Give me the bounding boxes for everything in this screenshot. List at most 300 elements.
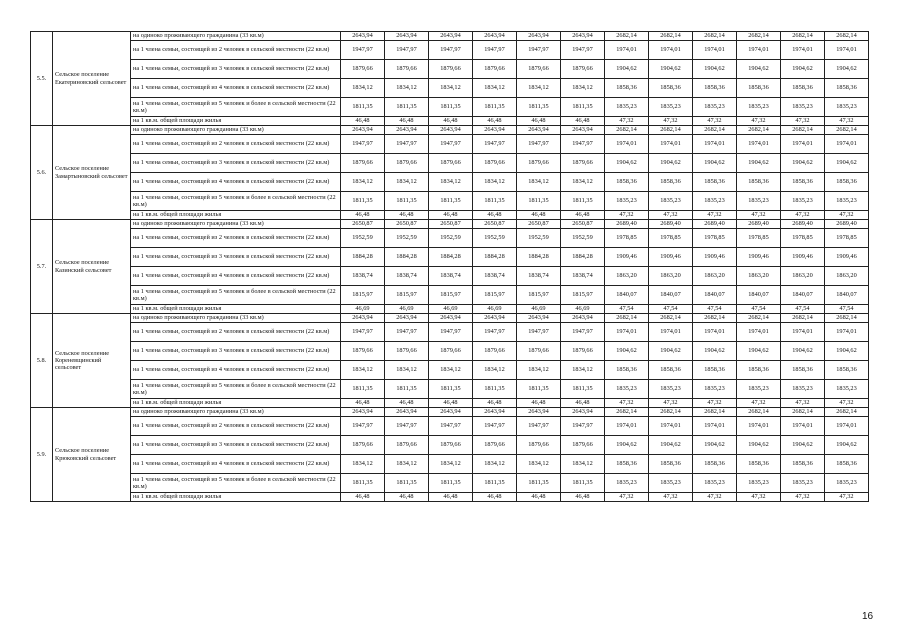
- table-row: [31, 314, 869, 323]
- value-cell: 1974,01: [605, 417, 649, 436]
- value-cell: 1834,12: [473, 79, 517, 98]
- row-description: на 1 члена семьи, состоящей из 5 человек и более в сельской местности (22 кв.м): [131, 380, 341, 399]
- value-cell: 2689,40: [737, 220, 781, 229]
- value-cell: 1884,28: [561, 248, 605, 267]
- value-cell: 1904,62: [605, 60, 649, 79]
- value-cell: 1835,23: [605, 98, 649, 117]
- value-cell: 46,48: [341, 399, 385, 408]
- value-cell: 46,48: [517, 211, 561, 220]
- section-index: 5.9.: [31, 408, 53, 502]
- row-description: на 1 члена семьи, состоящей из 4 человек в сельской местности (22 кв.м): [131, 79, 341, 98]
- value-cell: 1974,01: [737, 41, 781, 60]
- value-cell: 2643,94: [561, 32, 605, 41]
- value-cell: 1947,97: [473, 417, 517, 436]
- table-row: [31, 286, 869, 305]
- value-cell: 46,48: [561, 493, 605, 502]
- value-cell: 1974,01: [737, 417, 781, 436]
- value-cell: 1904,62: [649, 436, 693, 455]
- value-cell: 1834,12: [561, 455, 605, 474]
- value-cell: 2689,40: [693, 220, 737, 229]
- value-cell: 1840,07: [737, 286, 781, 305]
- value-cell: 47,32: [781, 211, 825, 220]
- row-description: на 1 кв.м. общей площади жилья: [131, 305, 341, 314]
- value-cell: 2682,14: [649, 314, 693, 323]
- table-row: [31, 248, 869, 267]
- value-cell: 46,48: [473, 399, 517, 408]
- value-cell: 1904,62: [605, 436, 649, 455]
- table-row: [31, 342, 869, 361]
- table-row: [31, 267, 869, 286]
- value-cell: 2650,87: [341, 220, 385, 229]
- value-cell: 47,32: [825, 211, 869, 220]
- value-cell: 46,69: [341, 305, 385, 314]
- table-row: [31, 408, 869, 417]
- value-cell: 1909,46: [649, 248, 693, 267]
- table-row: [31, 455, 869, 474]
- value-cell: 1815,97: [561, 286, 605, 305]
- table-row: [31, 192, 869, 211]
- value-cell: 46,48: [473, 493, 517, 502]
- value-cell: 2643,94: [385, 32, 429, 41]
- value-cell: 46,48: [473, 211, 517, 220]
- value-cell: 1947,97: [473, 41, 517, 60]
- value-cell: 1974,01: [781, 323, 825, 342]
- value-cell: 2643,94: [385, 408, 429, 417]
- table-row: [31, 323, 869, 342]
- value-cell: 1835,23: [781, 474, 825, 493]
- value-cell: 2650,87: [429, 220, 473, 229]
- table-row: [31, 493, 869, 502]
- value-cell: 1904,62: [693, 60, 737, 79]
- value-cell: 1834,12: [561, 361, 605, 380]
- value-cell: 2682,14: [825, 408, 869, 417]
- value-cell: 1835,23: [825, 192, 869, 211]
- row-description: на 1 члена семьи, состоящей из 4 человек в сельской местности (22 кв.м): [131, 455, 341, 474]
- value-cell: 2643,94: [517, 126, 561, 135]
- table-row: [31, 41, 869, 60]
- table-row: [31, 60, 869, 79]
- value-cell: 1947,97: [341, 323, 385, 342]
- table-row: [31, 117, 869, 126]
- value-cell: 1834,12: [385, 361, 429, 380]
- value-cell: 46,48: [341, 211, 385, 220]
- value-cell: 1835,23: [737, 380, 781, 399]
- value-cell: 1879,66: [341, 154, 385, 173]
- value-cell: 1909,46: [825, 248, 869, 267]
- value-cell: 1858,36: [781, 455, 825, 474]
- value-cell: 1858,36: [649, 173, 693, 192]
- value-cell: 1879,66: [429, 436, 473, 455]
- value-cell: 47,32: [693, 117, 737, 126]
- value-cell: 46,69: [561, 305, 605, 314]
- value-cell: 46,48: [429, 211, 473, 220]
- value-cell: 2643,94: [341, 32, 385, 41]
- value-cell: 1904,62: [693, 342, 737, 361]
- value-cell: 1974,01: [649, 417, 693, 436]
- value-cell: 47,32: [693, 493, 737, 502]
- value-cell: 47,32: [605, 399, 649, 408]
- row-description: на 1 члена семьи, состоящей из 4 человек в сельской местности (22 кв.м): [131, 173, 341, 192]
- value-cell: 1952,59: [341, 229, 385, 248]
- value-cell: 1947,97: [385, 135, 429, 154]
- value-cell: 1835,23: [649, 474, 693, 493]
- table-row: [31, 135, 869, 154]
- row-description: на 1 члена семьи, состоящей из 3 человек в сельской местности (22 кв.м): [131, 154, 341, 173]
- value-cell: 1835,23: [605, 192, 649, 211]
- row-description: на 1 члена семьи, состоящей из 3 человек в сельской местности (22 кв.м): [131, 342, 341, 361]
- row-description: на одиноко проживающего гражданина (33 кв.м): [131, 220, 341, 229]
- row-description: на 1 члена семьи, состоящей из 3 человек в сельской местности (22 кв.м): [131, 248, 341, 267]
- value-cell: 1811,35: [385, 474, 429, 493]
- value-cell: 1974,01: [693, 417, 737, 436]
- value-cell: 1947,97: [429, 417, 473, 436]
- value-cell: 1835,23: [737, 192, 781, 211]
- value-cell: 1879,66: [385, 154, 429, 173]
- value-cell: 2643,94: [517, 408, 561, 417]
- value-cell: 1834,12: [517, 173, 561, 192]
- value-cell: 2682,14: [825, 126, 869, 135]
- value-cell: 1952,59: [385, 229, 429, 248]
- value-cell: 2682,14: [693, 408, 737, 417]
- value-cell: 1835,23: [605, 380, 649, 399]
- row-description: на 1 члена семьи, состоящей из 2 человек в сельской местности (22 кв.м): [131, 229, 341, 248]
- page-number: 16: [862, 611, 874, 622]
- value-cell: 2643,94: [341, 408, 385, 417]
- value-cell: 1974,01: [693, 135, 737, 154]
- value-cell: 46,48: [341, 117, 385, 126]
- value-cell: 1811,35: [473, 192, 517, 211]
- value-cell: 1974,01: [649, 323, 693, 342]
- value-cell: 46,48: [561, 211, 605, 220]
- value-cell: 2643,94: [429, 408, 473, 417]
- value-cell: 1947,97: [517, 41, 561, 60]
- value-cell: 47,32: [825, 399, 869, 408]
- value-cell: 1909,46: [737, 248, 781, 267]
- value-cell: 2643,94: [385, 314, 429, 323]
- value-cell: 1884,28: [473, 248, 517, 267]
- value-cell: 1863,20: [649, 267, 693, 286]
- value-cell: 1858,36: [649, 455, 693, 474]
- value-cell: 1858,36: [737, 79, 781, 98]
- value-cell: 2682,14: [781, 408, 825, 417]
- value-cell: 1947,97: [341, 135, 385, 154]
- value-cell: 46,48: [517, 399, 561, 408]
- value-cell: 46,69: [517, 305, 561, 314]
- value-cell: 1904,62: [737, 342, 781, 361]
- section-index: 5.5.: [31, 32, 53, 126]
- value-cell: 1904,62: [649, 154, 693, 173]
- value-cell: 1879,66: [341, 60, 385, 79]
- value-cell: 47,32: [649, 211, 693, 220]
- table-row: [31, 79, 869, 98]
- value-cell: 1947,97: [385, 417, 429, 436]
- value-cell: 2682,14: [737, 126, 781, 135]
- value-cell: 1947,97: [429, 41, 473, 60]
- value-cell: 1815,97: [517, 286, 561, 305]
- value-cell: 1834,12: [429, 79, 473, 98]
- table-row: [31, 220, 869, 229]
- value-cell: 1974,01: [737, 323, 781, 342]
- value-cell: 1879,66: [561, 342, 605, 361]
- value-cell: 1947,97: [473, 135, 517, 154]
- table-row: [31, 305, 869, 314]
- table-row: [31, 417, 869, 436]
- settlement-name: Сельское поселение Замартыновский сельсовет: [53, 126, 131, 220]
- tariff-table: [30, 31, 869, 502]
- value-cell: 1884,28: [341, 248, 385, 267]
- value-cell: 1835,23: [825, 98, 869, 117]
- value-cell: 1974,01: [649, 41, 693, 60]
- value-cell: 1811,35: [473, 380, 517, 399]
- table-row: [31, 126, 869, 135]
- value-cell: 47,54: [605, 305, 649, 314]
- value-cell: 2682,14: [737, 32, 781, 41]
- value-cell: 1974,01: [649, 135, 693, 154]
- table-row: [31, 98, 869, 117]
- value-cell: 1909,46: [693, 248, 737, 267]
- value-cell: 1952,59: [517, 229, 561, 248]
- value-cell: 1879,66: [517, 342, 561, 361]
- value-cell: 1947,97: [341, 41, 385, 60]
- value-cell: 1811,35: [561, 98, 605, 117]
- value-cell: 2682,14: [605, 408, 649, 417]
- table-row: [31, 229, 869, 248]
- value-cell: 1835,23: [693, 192, 737, 211]
- value-cell: 1835,23: [693, 474, 737, 493]
- value-cell: 1858,36: [737, 455, 781, 474]
- value-cell: 1834,12: [429, 173, 473, 192]
- value-cell: 1863,20: [605, 267, 649, 286]
- value-cell: 1879,66: [473, 436, 517, 455]
- value-cell: 2643,94: [429, 126, 473, 135]
- value-cell: 1834,12: [429, 361, 473, 380]
- value-cell: 2643,94: [341, 314, 385, 323]
- row-description: на 1 члена семьи, состоящей из 4 человек в сельской местности (22 кв.м): [131, 267, 341, 286]
- value-cell: 1858,36: [693, 361, 737, 380]
- value-cell: 1834,12: [517, 361, 561, 380]
- row-description: на 1 члена семьи, состоящей из 5 человек и более в сельской местности (22 кв.м): [131, 98, 341, 117]
- value-cell: 1811,35: [473, 98, 517, 117]
- value-cell: 1974,01: [825, 323, 869, 342]
- row-description: на 1 члена семьи, состоящей из 4 человек в сельской местности (22 кв.м): [131, 361, 341, 380]
- value-cell: 1884,28: [517, 248, 561, 267]
- value-cell: 1879,66: [517, 154, 561, 173]
- value-cell: 2682,14: [605, 32, 649, 41]
- table-row: [31, 380, 869, 399]
- value-cell: 1835,23: [649, 192, 693, 211]
- value-cell: 47,54: [737, 305, 781, 314]
- value-cell: 1858,36: [605, 173, 649, 192]
- value-cell: 1834,12: [561, 79, 605, 98]
- value-cell: 1947,97: [385, 41, 429, 60]
- value-cell: 47,32: [649, 399, 693, 408]
- value-cell: 1879,66: [385, 60, 429, 79]
- row-description: на 1 члена семьи, состоящей из 2 человек в сельской местности (22 кв.м): [131, 323, 341, 342]
- value-cell: 2643,94: [517, 32, 561, 41]
- table-row: [31, 32, 869, 41]
- value-cell: 1974,01: [605, 135, 649, 154]
- value-cell: 1947,97: [561, 135, 605, 154]
- value-cell: 2682,14: [693, 314, 737, 323]
- value-cell: 2682,14: [737, 408, 781, 417]
- value-cell: 47,32: [825, 117, 869, 126]
- value-cell: 1815,97: [341, 286, 385, 305]
- value-cell: 1835,23: [825, 474, 869, 493]
- value-cell: 1858,36: [825, 455, 869, 474]
- value-cell: 1840,07: [825, 286, 869, 305]
- value-cell: 2689,40: [649, 220, 693, 229]
- value-cell: 1879,66: [517, 60, 561, 79]
- value-cell: 1879,66: [473, 342, 517, 361]
- value-cell: 1858,36: [781, 173, 825, 192]
- value-cell: 47,32: [737, 493, 781, 502]
- value-cell: 1947,97: [517, 135, 561, 154]
- value-cell: 2682,14: [693, 126, 737, 135]
- value-cell: 1834,12: [517, 79, 561, 98]
- value-cell: 1858,36: [693, 173, 737, 192]
- value-cell: 1858,36: [825, 361, 869, 380]
- value-cell: 47,32: [605, 117, 649, 126]
- value-cell: 47,32: [693, 399, 737, 408]
- value-cell: 1947,97: [385, 323, 429, 342]
- value-cell: 1834,12: [341, 455, 385, 474]
- value-cell: 2643,94: [473, 314, 517, 323]
- value-cell: 1834,12: [429, 455, 473, 474]
- value-cell: 2643,94: [429, 314, 473, 323]
- value-cell: 2643,94: [341, 126, 385, 135]
- value-cell: 1947,97: [561, 323, 605, 342]
- value-cell: 2643,94: [473, 126, 517, 135]
- value-cell: 1838,74: [561, 267, 605, 286]
- table-row: [31, 173, 869, 192]
- value-cell: 1974,01: [693, 41, 737, 60]
- value-cell: 1904,62: [605, 154, 649, 173]
- value-cell: 1838,74: [473, 267, 517, 286]
- value-cell: 1947,97: [429, 323, 473, 342]
- value-cell: 1947,97: [517, 323, 561, 342]
- value-cell: 1879,66: [385, 342, 429, 361]
- value-cell: 1815,97: [473, 286, 517, 305]
- table-row: [31, 399, 869, 408]
- value-cell: 1811,35: [561, 474, 605, 493]
- value-cell: 1834,12: [561, 173, 605, 192]
- value-cell: 1834,12: [341, 173, 385, 192]
- value-cell: 47,54: [693, 305, 737, 314]
- value-cell: 1815,97: [429, 286, 473, 305]
- value-cell: 2682,14: [649, 32, 693, 41]
- value-cell: 46,48: [517, 117, 561, 126]
- row-description: на 1 члена семьи, состоящей из 2 человек в сельской местности (22 кв.м): [131, 417, 341, 436]
- value-cell: 1858,36: [737, 361, 781, 380]
- value-cell: 1863,20: [737, 267, 781, 286]
- value-cell: 46,48: [385, 117, 429, 126]
- value-cell: 1904,62: [737, 154, 781, 173]
- value-cell: 1879,66: [561, 60, 605, 79]
- value-cell: 1811,35: [561, 192, 605, 211]
- value-cell: 1835,23: [693, 98, 737, 117]
- value-cell: 1904,62: [781, 436, 825, 455]
- value-cell: 2643,94: [473, 32, 517, 41]
- row-description: на 1 члена семьи, состоящей из 3 человек в сельской местности (22 кв.м): [131, 436, 341, 455]
- value-cell: 1974,01: [693, 323, 737, 342]
- value-cell: 2682,14: [781, 126, 825, 135]
- value-cell: 47,32: [781, 117, 825, 126]
- value-cell: 1978,85: [605, 229, 649, 248]
- value-cell: 47,32: [649, 493, 693, 502]
- value-cell: 1904,62: [825, 436, 869, 455]
- value-cell: 2643,94: [385, 126, 429, 135]
- value-cell: 47,32: [825, 493, 869, 502]
- value-cell: 1904,62: [605, 342, 649, 361]
- value-cell: 2682,14: [693, 32, 737, 41]
- value-cell: 1858,36: [605, 79, 649, 98]
- value-cell: 1834,12: [473, 455, 517, 474]
- value-cell: 1815,97: [385, 286, 429, 305]
- value-cell: 1811,35: [341, 192, 385, 211]
- value-cell: 1904,62: [649, 60, 693, 79]
- value-cell: 1834,12: [473, 173, 517, 192]
- value-cell: 1811,35: [385, 192, 429, 211]
- value-cell: 46,48: [517, 493, 561, 502]
- value-cell: 2682,14: [781, 32, 825, 41]
- value-cell: 1835,23: [737, 474, 781, 493]
- value-cell: 1840,07: [693, 286, 737, 305]
- settlement-name: Сельское поселение Крюковский сельсовет: [53, 408, 131, 502]
- value-cell: 1840,07: [605, 286, 649, 305]
- value-cell: 1947,97: [341, 417, 385, 436]
- value-cell: 1858,36: [825, 173, 869, 192]
- value-cell: 1952,59: [473, 229, 517, 248]
- value-cell: 1835,23: [737, 98, 781, 117]
- table-row: [31, 211, 869, 220]
- value-cell: 1835,23: [781, 98, 825, 117]
- value-cell: 1947,97: [561, 417, 605, 436]
- value-cell: 1879,66: [429, 342, 473, 361]
- row-description: на 1 члена семьи, состоящей из 2 человек в сельской местности (22 кв.м): [131, 41, 341, 60]
- row-description: на 1 члена семьи, состоящей из 5 человек и более в сельской местности (22 кв.м): [131, 474, 341, 493]
- value-cell: 47,32: [605, 493, 649, 502]
- row-description: на одиноко проживающего гражданина (33 кв.м): [131, 408, 341, 417]
- value-cell: 1858,36: [693, 455, 737, 474]
- value-cell: 1978,85: [825, 229, 869, 248]
- value-cell: 1834,12: [385, 455, 429, 474]
- row-description: на 1 кв.м. общей площади жилья: [131, 493, 341, 502]
- value-cell: 1811,35: [473, 474, 517, 493]
- value-cell: 2682,14: [605, 126, 649, 135]
- value-cell: 1811,35: [517, 98, 561, 117]
- value-cell: 1947,97: [429, 135, 473, 154]
- value-cell: 1838,74: [341, 267, 385, 286]
- value-cell: 1858,36: [649, 361, 693, 380]
- value-cell: 47,32: [781, 399, 825, 408]
- value-cell: 1811,35: [517, 380, 561, 399]
- value-cell: 1811,35: [561, 380, 605, 399]
- value-cell: 1811,35: [429, 192, 473, 211]
- settlement-name: Сельское поселение Екатериновский сельсовет: [53, 32, 131, 126]
- row-description: на одиноко проживающего гражданина (33 кв.м): [131, 32, 341, 41]
- row-description: на 1 члена семьи, состоящей из 5 человек и более в сельской местности (22 кв.м): [131, 192, 341, 211]
- value-cell: 1835,23: [825, 380, 869, 399]
- value-cell: 1974,01: [605, 323, 649, 342]
- value-cell: 1863,20: [781, 267, 825, 286]
- value-cell: 1858,36: [781, 361, 825, 380]
- value-cell: 2682,14: [737, 314, 781, 323]
- value-cell: 1840,07: [649, 286, 693, 305]
- value-cell: 2650,87: [561, 220, 605, 229]
- settlement-name: Сельское поселение Казинский сельсовет: [53, 220, 131, 314]
- value-cell: 2650,87: [517, 220, 561, 229]
- value-cell: 2643,94: [561, 314, 605, 323]
